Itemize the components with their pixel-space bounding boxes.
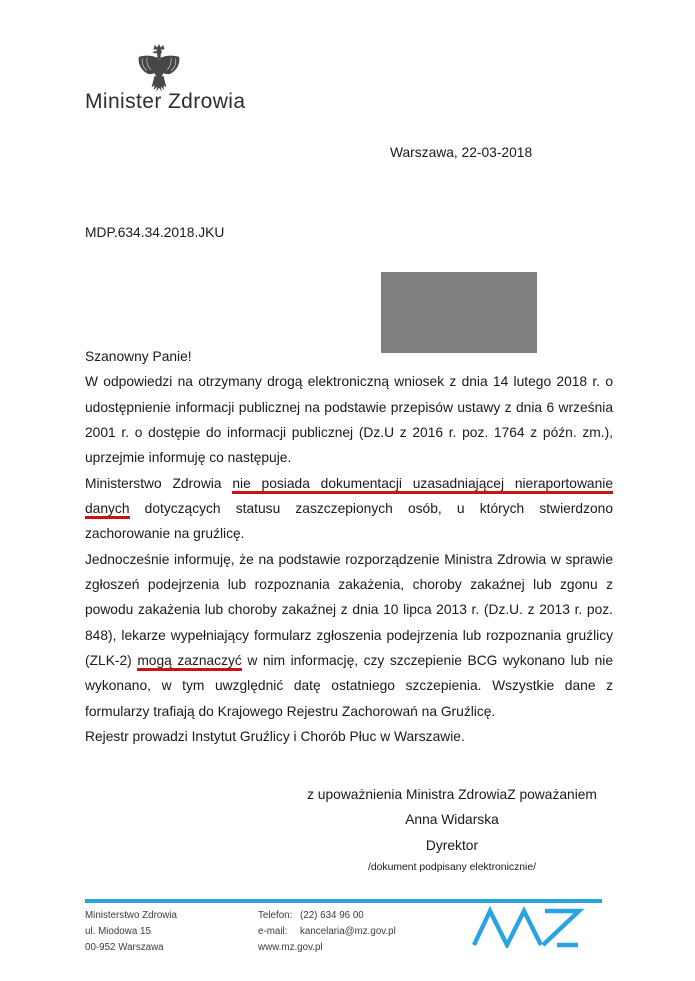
body-text-segment: Jednocześnie informuję, że na podstawie rozporządzenie Ministra Zdrowia w sprawie zgłoszeń podejrzenia lub rozpoznania zakażenia, choroby zakaźnej lub zgonu z powodu zakażenia lub choroby zakaźnej z dnia 10 lipca 2013 r. (Dz.U. z 2013 r. poz. 848), lekarze wypełniający formularz zgłoszenia podejrzenia lub rozpoznania gruźlicy (ZLK-2) — [85, 551, 613, 669]
signature-authorization-line: z upoważnienia Ministra ZdrowiaZ poważaniem — [307, 787, 597, 802]
footer-email-row — [258, 924, 396, 940]
footer-street: ul. Miodowa 15 — [85, 926, 151, 937]
paragraph-no-documentation — [85, 471, 613, 547]
phone-label: Telefon: — [258, 910, 293, 921]
footer-org-name: Ministerstwo Zdrowia — [85, 910, 178, 921]
signature-block — [250, 782, 654, 878]
electronic-signature-note: /dokument podpisany elektronicznie/ — [367, 861, 537, 873]
phone-number: (22) 634 96 00 — [300, 910, 364, 921]
website-url: www.mz.gov.pl — [258, 942, 323, 953]
reference-number: MDP.634.34.2018.JKU — [85, 225, 225, 240]
footer-website-row — [258, 940, 396, 956]
footer-address-block — [85, 908, 258, 956]
footer-divider-rule — [85, 899, 602, 903]
email-address: kancelaria@mz.gov.pl — [300, 926, 396, 937]
body-text-segment: Ministerstwo Zdrowia — [85, 475, 233, 491]
red-underlined-text: mogą zaznaczyć — [137, 653, 241, 671]
sender-name: Minister Zdrowia — [85, 90, 246, 113]
polish-eagle-emblem-icon — [136, 43, 182, 96]
letter-body — [85, 344, 613, 750]
email-label: e-mail: — [258, 926, 288, 937]
redacted-block — [381, 272, 537, 353]
signatory-name: Anna Widarska — [405, 812, 499, 828]
salutation: Szanowny Panie! — [85, 349, 192, 364]
mz-ministry-logo-icon — [471, 906, 586, 948]
paragraph-registry: Rejestr prowadzi Instytut Gruźlicy i Chorób Płuc w Warszawie. — [85, 729, 465, 745]
paragraph-response-intro: W odpowiedzi na otrzymany drogą elektroniczną wniosek z dnia 14 lutego 2018 r. o udostępnienie informacji publicznej na podstawie przepisów ustawy z dnia 6 września 2001 r. o dostępie do informacji publicznej (Dz.U z 2016 r. poz. 1764 z późn. zm.), uprzejmie informuję co następuje. — [85, 374, 613, 466]
place-and-date: Warszawa, 22-03-2018 — [390, 145, 533, 160]
footer-phone-row — [258, 908, 396, 924]
signatory-title: Dyrektor — [425, 837, 479, 853]
body-text-segment: dotyczących statusu zaszczepionych osób, u których stwierdzono zachorowanie na gruźlicę. — [85, 501, 613, 542]
body-text-segment: w nim informację, czy szczepienie BCG wykonano lub nie wykonano, w tym uwzględnić datę ostatniego szczepienia. Wszystkie dane z formularzy trafiają do Krajowego Rejestru Zachorowań na Gruźlicę. — [85, 653, 613, 719]
paragraph-regulation-info — [85, 547, 613, 724]
red-underlined-text: nie posiada dokumentacji uzasadniającej nieraportowanie danych — [85, 476, 613, 519]
footer — [85, 908, 465, 956]
footer-contact-block — [258, 908, 396, 956]
footer-city: 00-952 Warszawa — [85, 942, 164, 953]
